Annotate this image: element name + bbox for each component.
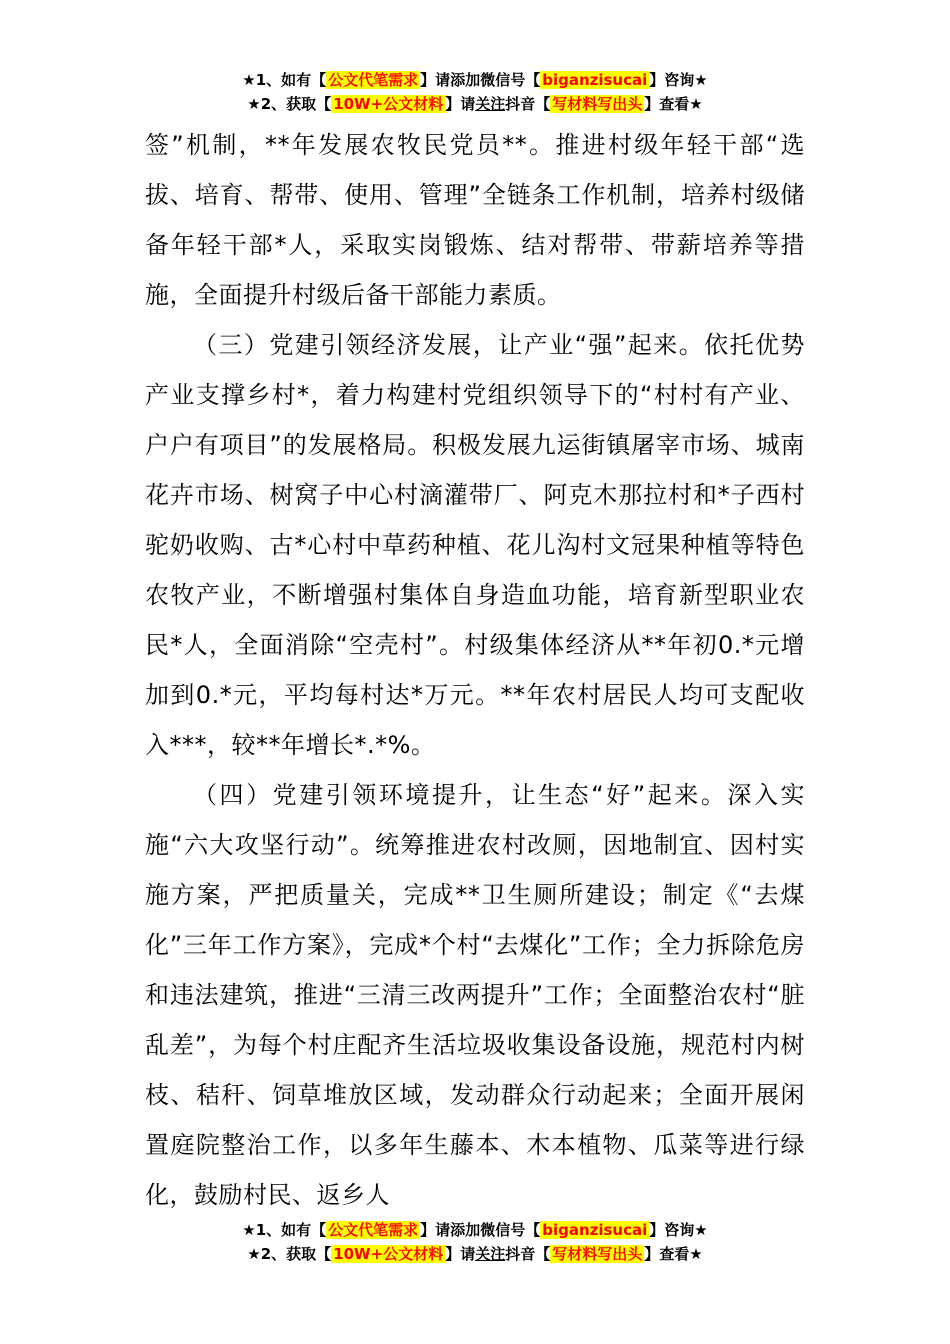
header-line-1: ★1、如有【 公文代笔需求 】请添加微信号【 biganzisucai 】咨询★ (242, 71, 708, 89)
footer-banner (0, 1218, 950, 1266)
header-banner (0, 68, 950, 116)
highlight-douyin: 写材料写出头 (552, 95, 643, 113)
footer-line-1: ★1、如有【 公文代笔需求 】请添加微信号【 biganzisucai 】咨询★ (242, 1221, 708, 1239)
header-line-2: ★2、获取【 10W+公文材料 】请关注抖音【 写材料写出头 】查看★ (247, 95, 703, 113)
paragraph-1: 签”机制，**年发展农牧民党员**。推进村级年轻干部“选拔、培育、帮带、使用、管理”全链条工作机制，培养村级储备年轻干部*人，采取实岗锻炼、结对帮带、带薪培养等措施，全面提升村级后备干部能力素质。 (145, 131, 805, 309)
highlight-materials: 10W+公文材料 (333, 1245, 444, 1263)
highlight-douyin: 写材料写出头 (552, 1245, 643, 1263)
footer-line-2: ★2、获取【 10W+公文材料 】请关注抖音【 写材料写出头 】查看★ (247, 1245, 703, 1263)
highlight-service: 公文代笔需求 (328, 71, 419, 89)
highlight-service: 公文代笔需求 (328, 1221, 419, 1239)
highlight-wechat-id: biganzisucai (542, 71, 648, 89)
paragraph-2: （三）党建引领经济发展，让产业“强”起来。依托优势产业支撑乡村*，着力构建村党组织领导下的“村村有产业、户户有项目”的发展格局。积极发展九运街镇屠宰市场、城南花卉市场、树窝子中心村滴灌带厂、阿克木那拉村和*子西村驼奶收购、古*心村中草药种植、花儿沟村文冠果种植等特色农牧产业，不断增强村集体自身造血功能，培育新型职业农民*人，全面消除“空壳村”。村级集体经济从**年初0.*元增加到0.*元，平均每村达*万元。**年农村居民人均可支配收入***，较**年增长*.*%。 (145, 331, 805, 759)
highlight-materials: 10W+公文材料 (333, 95, 444, 113)
paragraph-3: （四）党建引领环境提升，让生态“好”起来。深入实施“六大攻坚行动”。统筹推进农村改厕，因地制宜、因村实施方案，严把质量关，完成**卫生厕所建设；制定《“去煤化”三年工作方案》，完成*个村“去煤化”工作；全力拆除危房和违法建筑，推进“三清三改两提升”工作；全面整治农村“脏乱差”，为每个村庄配齐生活垃圾收集设备设施，规范村内树枝、秸秆、饲草堆放区域，发动群众行动起来；全面开展闲置庭院整治工作，以多年生藤本、木本植物、瓜菜等进行绿化，鼓励村民、返乡人 (145, 781, 805, 1209)
document-body (145, 120, 805, 1220)
highlight-wechat-id: biganzisucai (542, 1221, 648, 1239)
